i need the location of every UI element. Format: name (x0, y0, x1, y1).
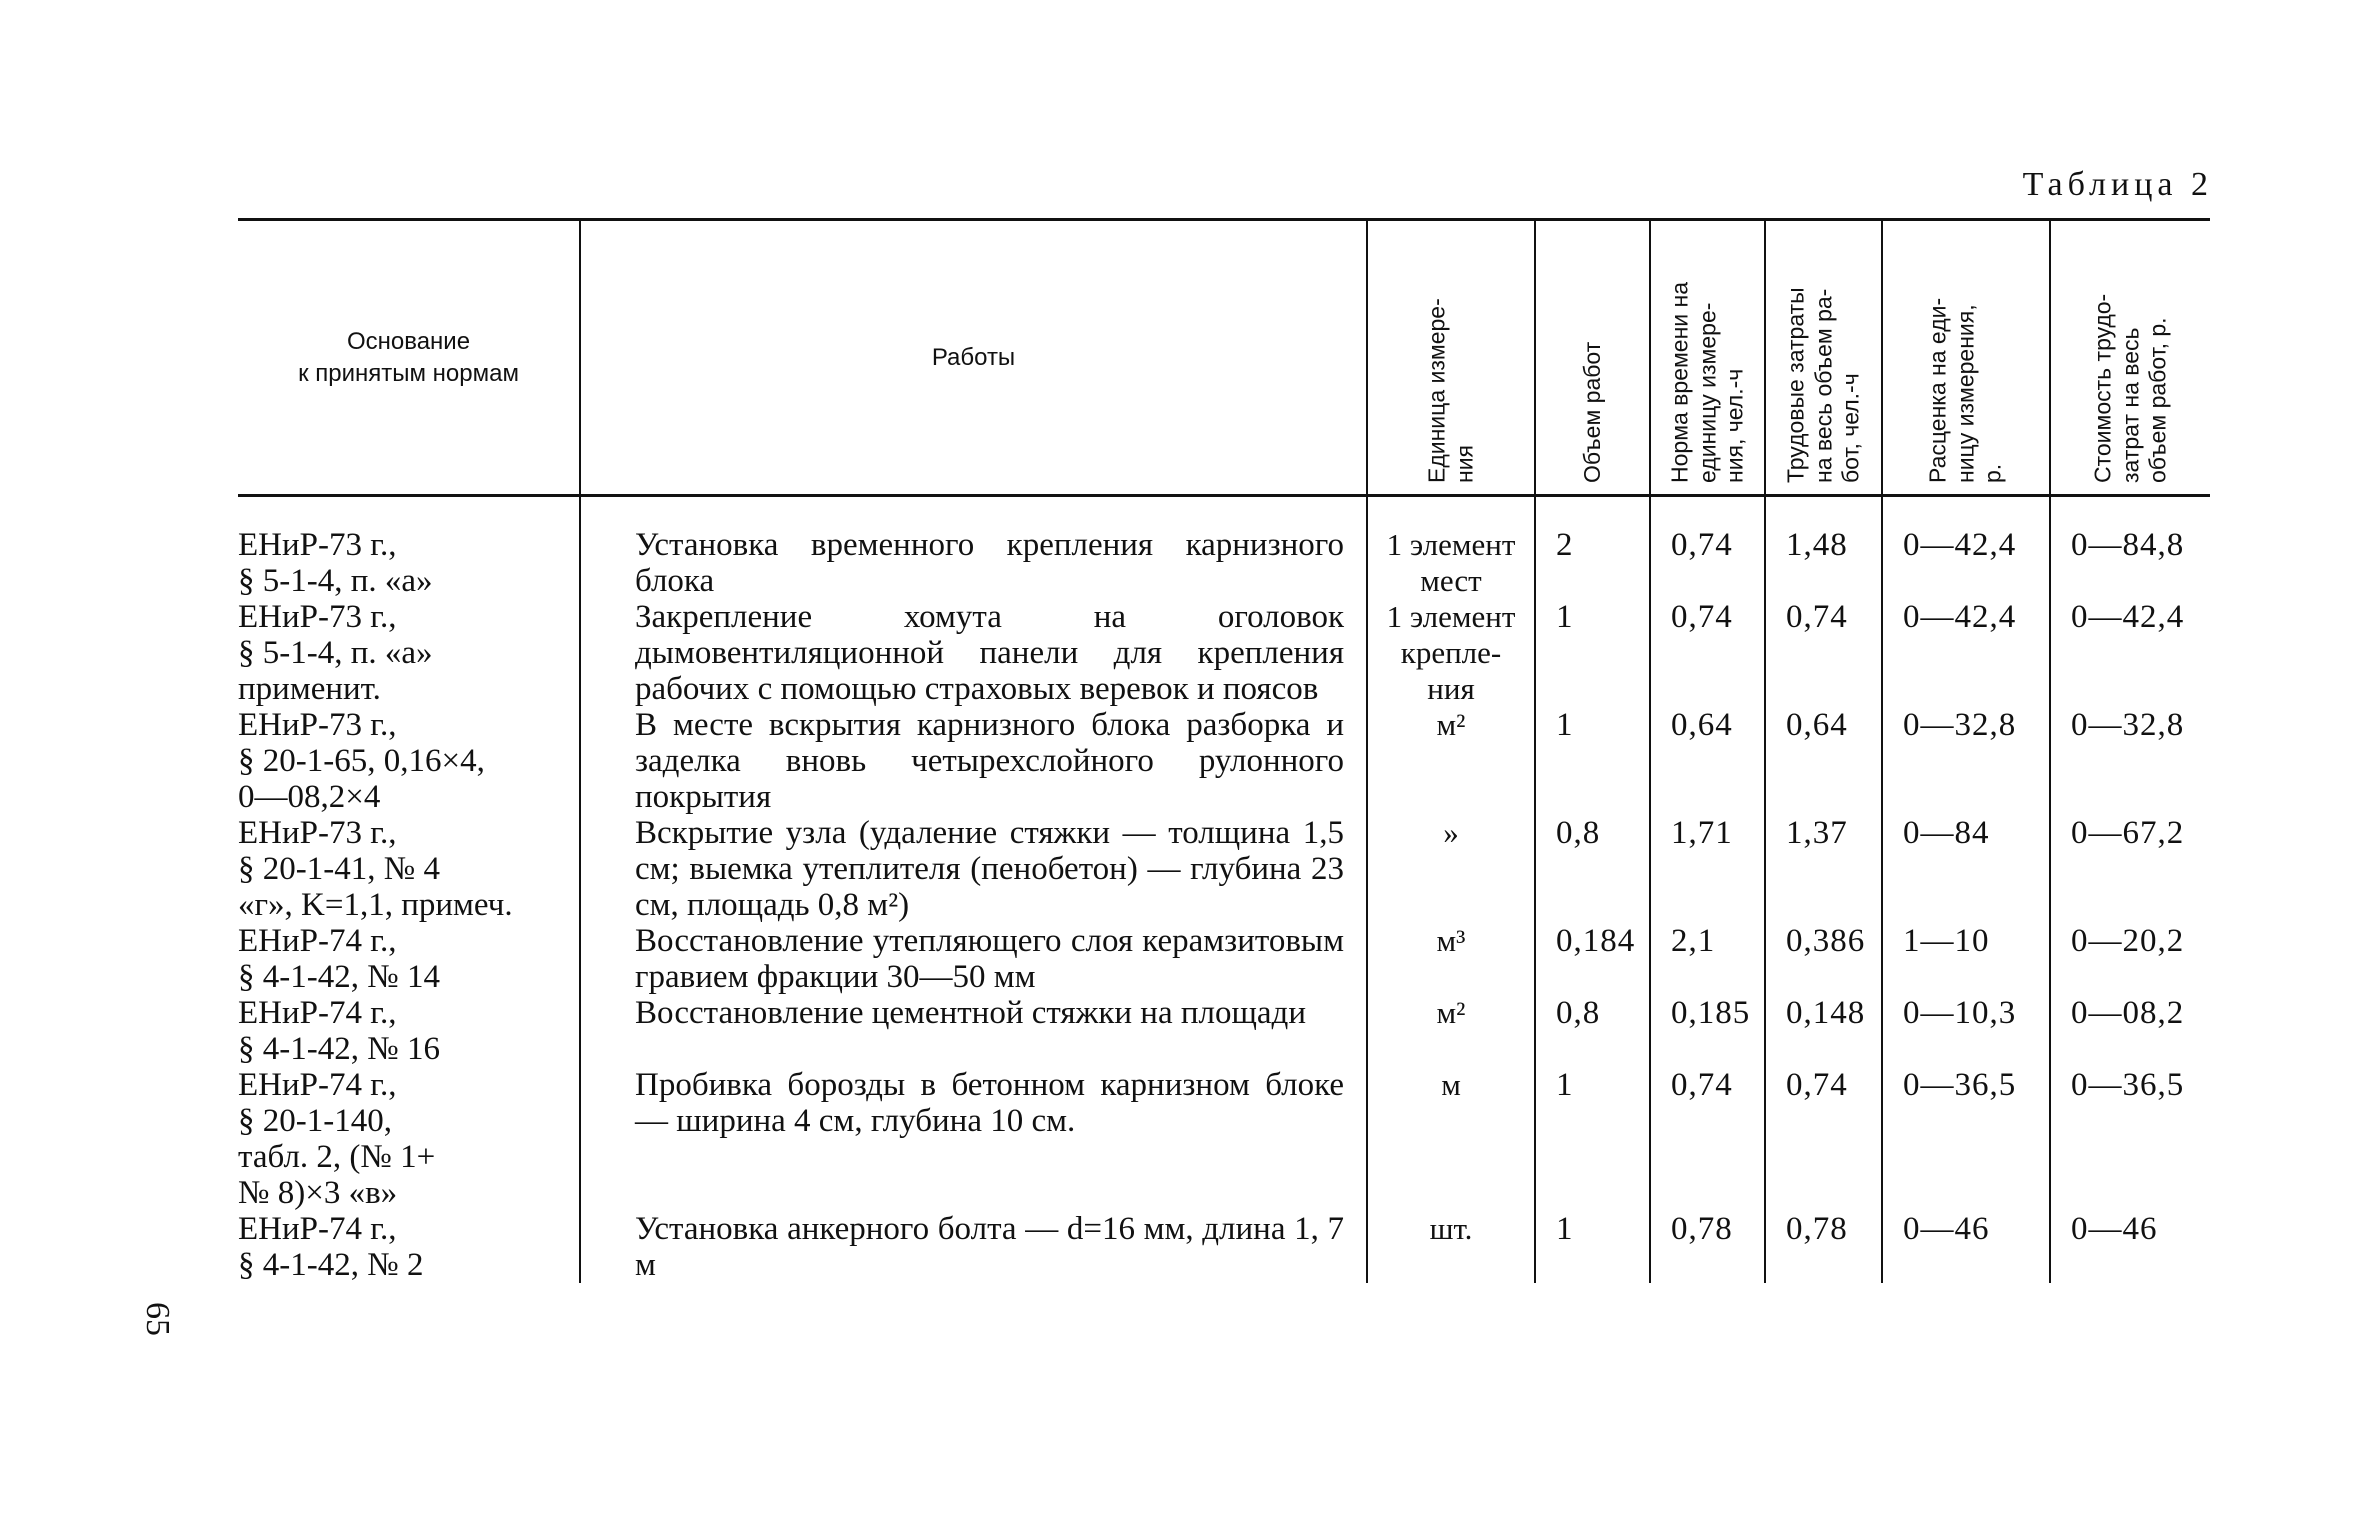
table-row (238, 1067, 2210, 1211)
cell-cost: 0—20,2 (2050, 923, 2210, 995)
cell-volume: 1 (1535, 1211, 1650, 1283)
cell-rate: 0—46 (1882, 1211, 2050, 1283)
table-row (238, 815, 2210, 923)
cell-unit: м³ (1367, 923, 1535, 995)
cell-cost: 0—32,8 (2050, 707, 2210, 815)
table-row (238, 995, 2210, 1067)
header-labor-label: Трудовые затраты на весь объем ра- бот, чел.-ч (1782, 286, 1864, 483)
cell-labor: 0,74 (1765, 1067, 1882, 1211)
cell-time-norm: 0,185 (1650, 995, 1765, 1067)
cell-rate: 0—84 (1882, 815, 2050, 923)
cell-unit: 1 элемент мест (1367, 496, 1535, 600)
cell-cost: 0—42,4 (2050, 599, 2210, 707)
cell-cost: 0—84,8 (2050, 496, 2210, 600)
cell-labor: 0,74 (1765, 599, 1882, 707)
table-caption: Таблица 2 (2022, 166, 2213, 203)
cell-rate: 0—42,4 (1882, 599, 2050, 707)
cell-work: Восстановление цементной стяжки на площади (580, 995, 1367, 1067)
table-row (238, 1211, 2210, 1283)
header-basis (238, 220, 580, 496)
table-row (238, 496, 2210, 600)
cell-labor: 0,64 (1765, 707, 1882, 815)
cell-work: Установка анкерного болта — d=16 мм, длина 1, 7 м (580, 1211, 1367, 1283)
cell-time-norm: 0,74 (1650, 496, 1765, 600)
cell-rate: 0—42,4 (1882, 496, 2050, 600)
header-basis-label: Основание к принятым нормам (298, 328, 519, 387)
cell-unit: м (1367, 1067, 1535, 1211)
cell-basis: ЕНиР-74 г., § 20-1-140, табл. 2, (№ 1+ № 8)×3 «в» (238, 1067, 436, 1211)
cell-rate: 1—10 (1882, 923, 2050, 995)
cell-volume: 1 (1535, 707, 1650, 815)
header-rate (1882, 220, 2050, 496)
cell-basis: ЕНиР-73 г., § 20-1-41, № 4 «г», K=1,1, примеч. (238, 815, 513, 923)
header-unit (1367, 220, 1535, 496)
cell-labor: 0,386 (1765, 923, 1882, 995)
header-labor (1765, 220, 1882, 496)
cell-time-norm: 0,74 (1650, 599, 1765, 707)
cell-unit: м² (1367, 995, 1535, 1067)
cell-cost: 0—46 (2050, 1211, 2210, 1283)
cell-work: Установка временного крепления карнизного блока (580, 496, 1367, 600)
page-number: 65 (139, 1302, 176, 1336)
cell-work: Закрепление хомута на оголовок дымовентиляционной панели для крепления рабочих с помощью страховых веревок и поясов (580, 599, 1367, 707)
cell-volume: 0,8 (1535, 815, 1650, 923)
cell-unit: шт. (1367, 1211, 1535, 1283)
cell-labor: 1,37 (1765, 815, 1882, 923)
cell-time-norm: 2,1 (1650, 923, 1765, 995)
cell-work: Вскрытие узла (удаление стяжки — толщина 1,5 см; выемка утеплителя (пенобетон) — глубина 23 см, площадь 0,8 м²) (580, 815, 1367, 923)
cell-volume: 0,184 (1535, 923, 1650, 995)
table-header-row (238, 220, 2210, 496)
norms-table (238, 218, 2210, 1283)
cell-time-norm: 0,74 (1650, 1067, 1765, 1211)
table-row (238, 923, 2210, 995)
cell-volume: 1 (1535, 1067, 1650, 1211)
cell-labor: 1,48 (1765, 496, 1882, 600)
cell-work: В месте вскрытия карнизного блока разборка и заделка вновь четырехслойного рулонного покрытия (580, 707, 1367, 815)
cell-time-norm: 1,71 (1650, 815, 1765, 923)
cell-volume: 1 (1535, 599, 1650, 707)
cell-labor: 0,148 (1765, 995, 1882, 1067)
cell-basis: ЕНиР-73 г., § 5-1-4, п. «а» (238, 527, 433, 599)
cell-basis: ЕНиР-74 г., § 4-1-42, № 14 (238, 923, 440, 995)
header-time-norm (1650, 220, 1765, 496)
cell-rate: 0—10,3 (1882, 995, 2050, 1067)
cell-work: Восстановление утепляющего слоя керамзитовым гравием фракции 30—50 мм (580, 923, 1367, 995)
cell-unit: » (1367, 815, 1535, 923)
cell-basis: ЕНиР-73 г., § 5-1-4, п. «а» применит. (238, 599, 433, 707)
cell-unit: 1 элемент крепле- ния (1367, 599, 1535, 707)
header-works-label: Работы (931, 343, 1016, 371)
cell-labor: 0,78 (1765, 1211, 1882, 1283)
header-volume-label: Объем работ (1578, 341, 1605, 483)
header-unit-label: Единица измере- ния (1423, 297, 1477, 483)
cell-cost: 0—08,2 (2050, 995, 2210, 1067)
cell-work: Пробивка борозды в бетонном карнизном блоке — ширина 4 см, глубина 10 см. (580, 1067, 1367, 1211)
table-row (238, 599, 2210, 707)
cell-volume: 0,8 (1535, 995, 1650, 1067)
cell-cost: 0—36,5 (2050, 1067, 2210, 1211)
cell-rate: 0—32,8 (1882, 707, 2050, 815)
cell-basis: ЕНиР-74 г., § 4-1-42, № 16 (238, 995, 440, 1067)
cell-time-norm: 0,78 (1650, 1211, 1765, 1283)
header-cost (2050, 220, 2210, 496)
header-volume (1535, 220, 1650, 496)
cell-volume: 2 (1535, 496, 1650, 600)
cell-basis: ЕНиР-73 г., § 20-1-65, 0,16×4, 0—08,2×4 (238, 707, 485, 815)
header-works (580, 220, 1367, 496)
header-time-norm-label: Норма времени на единицу измере- ния, чел.-ч (1666, 281, 1748, 483)
cell-basis: ЕНиР-74 г., § 4-1-42, № 2 (238, 1211, 424, 1283)
header-cost-label: Стоимость трудо- затрат на весь объем работ, р. (2089, 293, 2171, 483)
header-rate-label: Расценка на еди- ницу измерения, р. (1924, 297, 2006, 483)
cell-unit: м² (1367, 707, 1535, 815)
cell-cost: 0—67,2 (2050, 815, 2210, 923)
cell-rate: 0—36,5 (1882, 1067, 2050, 1211)
cell-time-norm: 0,64 (1650, 707, 1765, 815)
table-row (238, 707, 2210, 815)
